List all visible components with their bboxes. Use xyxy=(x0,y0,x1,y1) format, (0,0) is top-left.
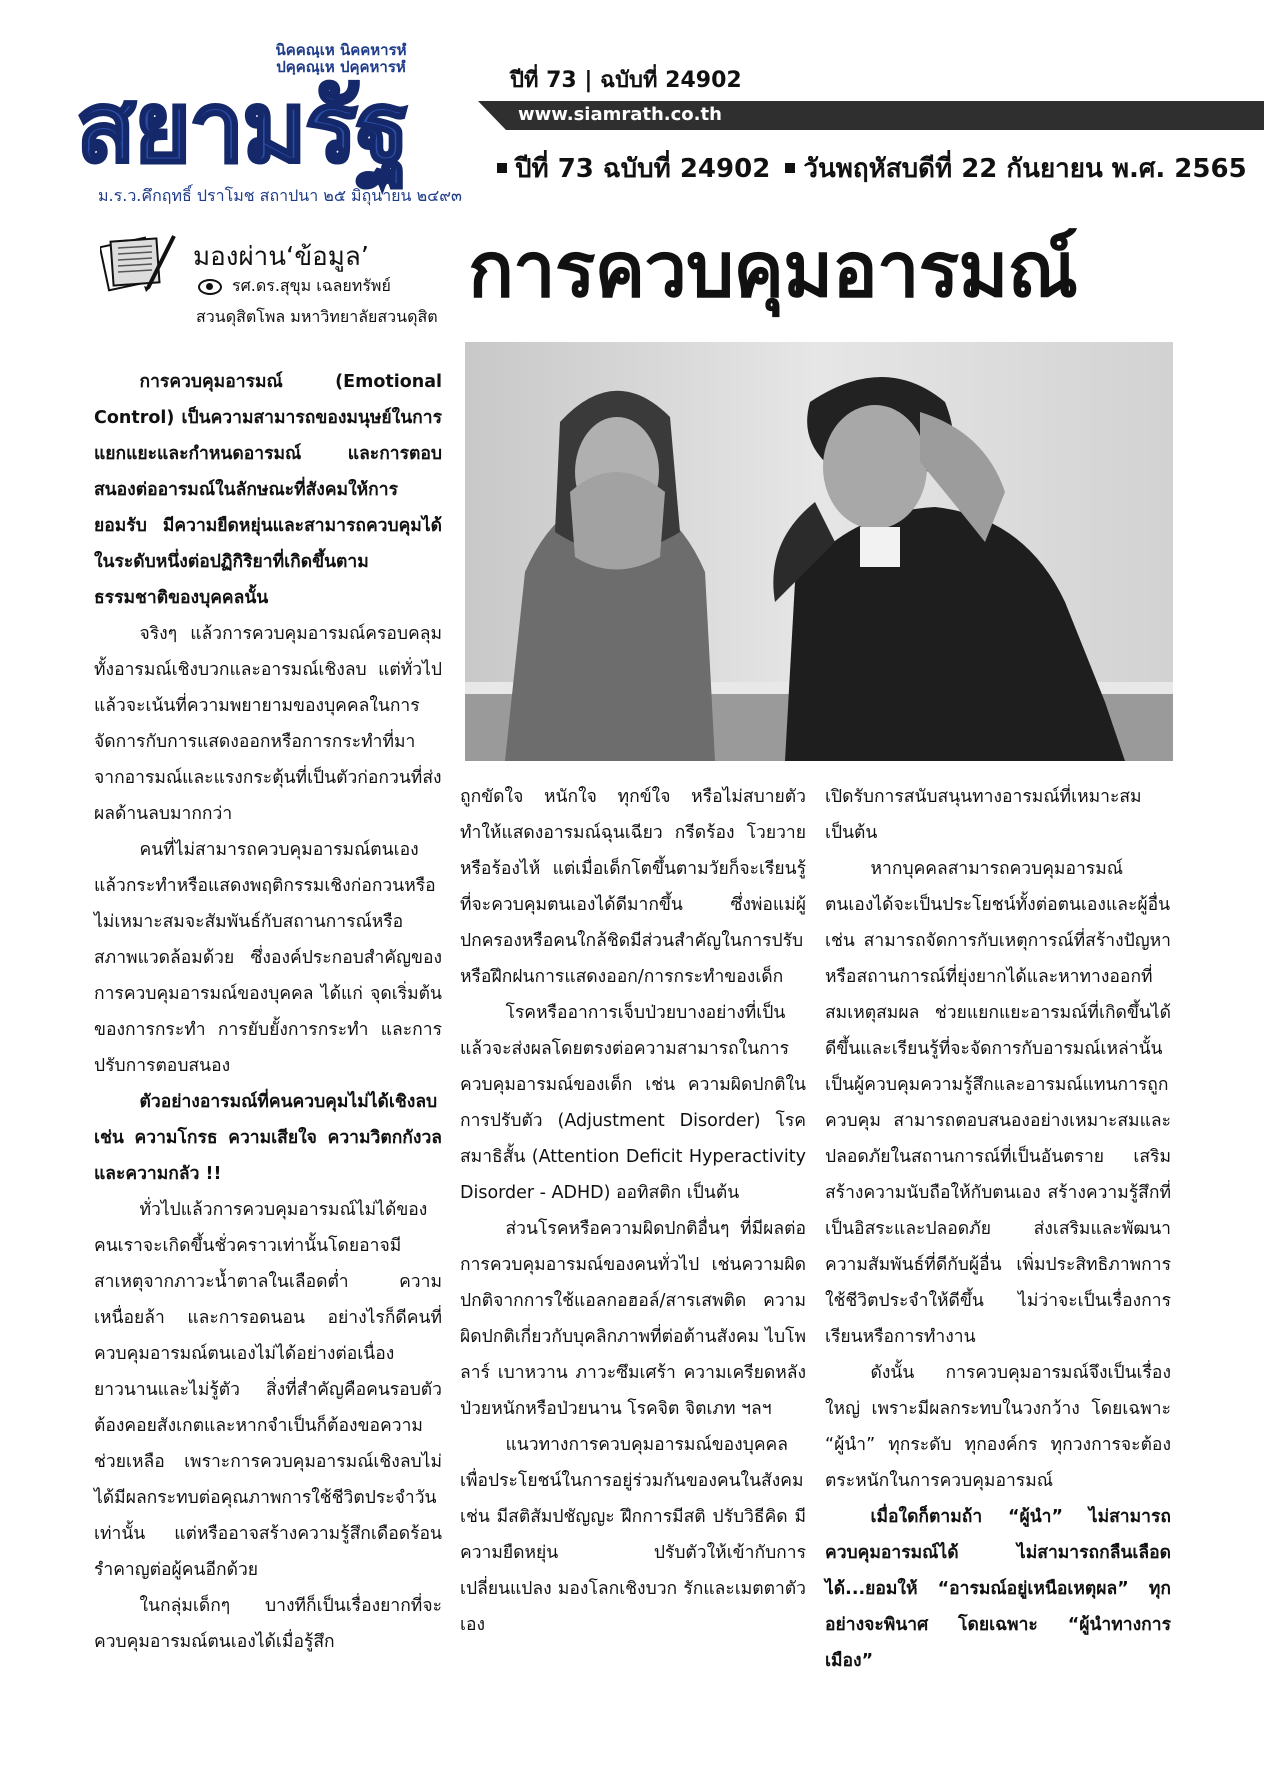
paragraph: จริงๆ แล้วการควบคุมอารมณ์ครอบคลุมทั้งอารมณ์เชิงบวกและอารมณ์เชิงลบ แต่ทั่วไปแล้วจะเน้นที่ความพยายามของบุคคลในการจัดการกับการแสดงออกหรือการกระทำที่มาจากอารมณ์และแรงกระตุ้นที่เป็นตัวก่อกวนที่ส่งผลด้านลบมากกว่า xyxy=(94,624,442,824)
newspaper-logo xyxy=(70,38,490,216)
paragraph: เมื่อใดก็ตามถ้า “ผู้นำ” ไม่สามารถควบคุมอารมณ์ได้ ไม่สามารถกลืนเลือดได้...ยอมให้ “อารมณ์อยู่เหนือเหตุผล” ทุกอย่างจะพินาศ โดยเฉพาะ “ผู้นำทางการเมือง” xyxy=(825,1507,1171,1671)
logo-motto-line1: นิคคณฺเห นิคคหารหํ xyxy=(275,41,407,59)
article-headline: การควบคุมอารมณ์ xyxy=(468,225,1077,314)
square-bullet-icon xyxy=(785,163,795,173)
paragraph: ตัวอย่างอารมณ์ที่คนควบคุมไม่ได้เชิงลบ เช่น ความโกรธ ความเสียใจ ความวิตกกังวล และความกลัว !! xyxy=(94,1092,442,1184)
paragraph: การควบคุมอารมณ์ (Emotional Control) เป็นความสามารถของมนุษย์ในการแยกแยะและกำหนดอารมณ์ และการตอบสนองต่ออารมณ์ในลักษณะที่สังคมให้การยอมรับ มีความยืดหยุ่นและสามารถควบคุมได้ในระดับหนึ่งต่อปฏิกิริยาที่เกิดขึ้นตามธรรมชาติของบุคคลนั้น xyxy=(94,372,442,608)
dateline-date: วันพฤหัสบดีที่ 22 กันยายน พ.ศ. 2565 xyxy=(803,154,1247,184)
paragraph: ถูกขัดใจ หนักใจ ทุกข์ใจ หรือไม่สบายตัว ทำให้แสดงอารมณ์ฉุนเฉียว กรีดร้อง โวยวาย หรือร้องไห้ แต่เมื่อเด็กโตขึ้นตามวัยก็จะเรียนรู้ที่จะควบคุมตนเองได้ดีมากขึ้น ซึ่งพ่อแม่ผู้ปกครองหรือคนใกล้ชิดมีส่วนสำคัญในการปรับหรือฝึกฝนการแสดงออก/การกระทำของเด็ก xyxy=(460,787,806,987)
author-line xyxy=(198,274,391,299)
website-url[interactable]: www.siamrath.co.th xyxy=(518,104,722,125)
paragraph: คนที่ไม่สามารถควบคุมอารมณ์ตนเองแล้วกระทำหรือแสดงพฤติกรรมเชิงก่อกวนหรือไม่เหมาะสมจะสัมพันธ์กับสถานการณ์หรือสภาพแวดล้อมด้วย ซึ่งองค์ประกอบสำคัญของการควบคุมอารมณ์ของบุคคล ได้แก่ จุดเริ่มต้นของการกระทำ การยับยั้งการกระทำ และการปรับการตอบสนอง xyxy=(94,840,442,1076)
dateline xyxy=(497,148,1247,189)
paragraph: ทั่วไปแล้วการควบคุมอารมณ์ไม่ได้ของคนเราจะเกิดขึ้นชั่วคราวเท่านั้นโดยอาจมีสาเหตุจากภาวะน้ำตาลในเลือดต่ำ ความเหนื่อยล้า และการอดนอน อย่างไรก็ดีคนที่ควบคุมอารมณ์ตนเองไม่ได้อย่างต่อเนื่องยาวนานและไม่รู้ตัว สิ่งที่สำคัญคือคนรอบตัวต้องคอยสังเกตและหากจำเป็นก็ต้องขอความช่วยเหลือ เพราะการควบคุมอารมณ์เชิงลบไม่ได้มีผลกระทบต่อคุณภาพการใช้ชีวิตประจำวันเท่านั้น แต่หรืออาจสร้างความรู้สึกเดือดร้อนรำคาญต่อผู้คนอีกด้วย xyxy=(94,1200,442,1580)
paragraph: หากบุคคลสามารถควบคุมอารมณ์ตนเองได้จะเป็นประโยชน์ทั้งต่อตนเองและผู้อื่น เช่น สามารถจัดการกับเหตุการณ์ที่สร้างปัญหาหรือสถานการณ์ที่ยุ่งยากได้และหาทางออกที่สมเหตุสมผล ช่วยแยกแยะอารมณ์ที่เกิดขึ้นได้ดีขึ้นและเรียนรู้ที่จะจัดการกับอารมณ์เหล่านั้น เป็นผู้ควบคุมความรู้สึกและอารมณ์แทนการถูกควบคุม สามารถตอบสนองอย่างเหมาะสมและปลอดภัยในสถานการณ์ที่เป็นอันตราย เสริมสร้างความนับถือให้กับตนเอง สร้างความรู้สึกที่เป็นอิสระและปลอดภัย ส่งเสริมและพัฒนาความสัมพันธ์ที่ดีกับผู้อื่น เพิ่มประสิทธิภาพการใช้ชีวิตประจำให้ดีขึ้น ไม่ว่าจะเป็นเรื่องการเรียนหรือการทำงาน xyxy=(825,859,1171,1347)
paragraph: แนวทางการควบคุมอารมณ์ของบุคคลเพื่อประโยชน์ในการอยู่ร่วมกันของคนในสังคม เช่น มีสติสัมปชัญญะ ฝึกการมีสติ ปรับวิธีคิด มีความยืดหยุ่น ปรับตัวให้เข้ากับการเปลี่ยนแปลง มองโลกเชิงบวก รักและเมตตาตัวเอง xyxy=(460,1435,806,1635)
paragraph: ในกลุ่มเด็กๆ บางทีก็เป็นเรื่องยากที่จะควบคุมอารมณ์ตนเองได้เมื่อรู้สึก xyxy=(94,1596,442,1652)
author-name: รศ.ดร.สุขุม เฉลยทรัพย์ xyxy=(232,276,391,295)
logo-motto-line2: ปคฺคณฺเห ปคฺคหารหํ xyxy=(276,58,406,76)
documents-icon xyxy=(100,232,178,292)
logo-wordmark: สยามรัฐ xyxy=(76,71,408,185)
logo-founding-line: ม.ร.ว.คึกฤทธิ์ ปราโมช สถาปนา ๒๕ มิถุนายน ๒๔๙๓ xyxy=(98,186,462,205)
column-title: มองผ่าน‘ข้อมูล’ xyxy=(193,242,370,272)
paragraph: โรคหรืออาการเจ็บป่วยบางอย่างที่เป็นแล้วจะส่งผลโดยตรงต่อความสามารถในการควบคุมอารมณ์ของเด็ก เช่น ความผิดปกติในการปรับตัว (Adjustment Disorder) โรคสมาธิสั้น (Attention Deficit Hyperactivity Disorder - ADHD) ออทิสติก เป็นต้น xyxy=(460,1003,806,1203)
paragraph: ส่วนโรคหรือความผิดปกติอื่นๆ ที่มีผลต่อการควบคุมอารมณ์ของคนทั่วไป เช่นความผิดปกติจากการใช้แอลกอฮอล์/สารเสพติด ความผิดปกติเกี่ยวกับบุคลิกภาพที่ต่อต้านสังคม ไบโพลาร์ เบาหวาน ภาวะซึมเศร้า ความเครียดหลังป่วยหนักหรือป่วยนาน โรคจิต จิตเภท ฯลฯ xyxy=(460,1219,806,1419)
eye-icon xyxy=(198,279,222,295)
paragraph: เปิดรับการสนับสนุนทางอารมณ์ที่เหมาะสม เป็นต้น xyxy=(825,787,1142,843)
article-column-2 xyxy=(460,779,806,1643)
article-column-3 xyxy=(825,779,1171,1679)
paragraph: ดังนั้น การควบคุมอารมณ์จึงเป็นเรื่องใหญ่ เพราะมีผลกระทบในวงกว้าง โดยเฉพาะ “ผู้นำ” ทุกระดับ ทุกองค์กร ทุกวงการจะต้องตระหนักในการควบคุมอารมณ์ xyxy=(825,1363,1171,1491)
article-column-1 xyxy=(94,364,442,1660)
square-bullet-icon xyxy=(497,163,507,173)
article-photo xyxy=(465,342,1173,761)
dateline-issue: ปีที่ 73 ฉบับที่ 24902 xyxy=(515,154,771,184)
author-affiliation: สวนดุสิตโพล มหาวิทยาลัยสวนดุสิต xyxy=(196,307,438,326)
issue-number-top: ปีที่ 73 | ฉบับที่ 24902 xyxy=(510,68,742,93)
